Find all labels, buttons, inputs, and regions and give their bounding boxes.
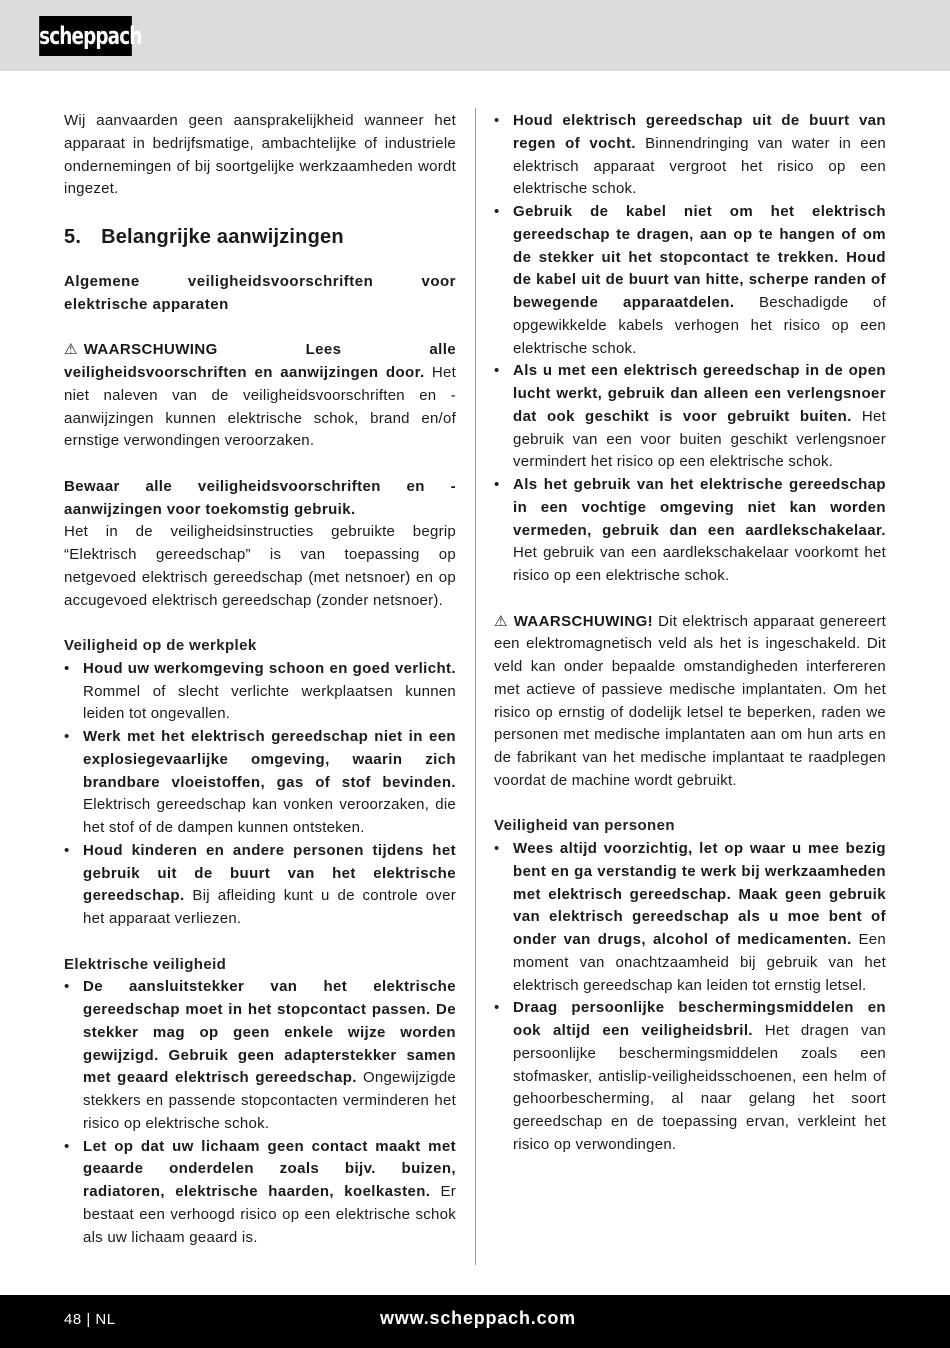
page-num: 48 [64, 1311, 82, 1328]
list-item [494, 360, 886, 474]
subsection-heading [64, 954, 456, 977]
paragraph [64, 521, 456, 612]
text: Bij afleiding kunt u de controle over het apparaat verliezen. [83, 887, 456, 927]
language-code: NL [95, 1311, 116, 1328]
list-item [64, 726, 456, 840]
list-item [64, 1136, 456, 1250]
left-column [64, 110, 456, 1249]
warning-triangle-icon: ⚠ [64, 341, 78, 359]
text: Veiligheid op de werkplek [64, 637, 257, 654]
list-item [494, 110, 886, 201]
paragraph [64, 339, 456, 453]
list-item [494, 838, 886, 997]
bold-text: Als u met een elektrisch gereedschap in de open lucht werkt, gebruik dan alleen een verlengsnoer dat ook geschikt is voor gebruikt buiten. [513, 362, 886, 425]
list-item [494, 201, 886, 360]
text: Het in de veiligheidsinstructies gebruikte begrip “Elektrisch gereedschap” is van toepassing op netgevoed elektrisch gereedschap (met netsnoer) en op accugevoed elektrisch gereedschap (zonder netsnoer). [64, 523, 456, 609]
text: Veiligheid van personen [494, 817, 675, 835]
text: Beschadigde of opgewikkelde kabels verhogen het risico op een elektrische schok. [513, 294, 887, 357]
scheppach-logo: scheppach [39, 16, 132, 56]
text: Ongewijzigde stekkers en passende stopcontacten verminderen het risico op elektrische schok. [83, 1069, 456, 1132]
right-column [494, 110, 886, 1157]
page-number: 48 | NL [64, 1311, 116, 1328]
bold-text: WAARSCHUWING Lees alle veiligheidsvoorschriften en aanwijzingen door. [64, 341, 456, 381]
text: Het gebruik van een aardlekschakelaar voorkomt het risico op een elektrische schok. [513, 544, 886, 584]
subsection-heading [494, 815, 886, 838]
paragraph [64, 476, 456, 522]
text: Algemene veiligheidsvoorschriften voor elektrische apparaten [64, 273, 456, 313]
list-item [494, 474, 886, 588]
bold-text: De aansluitstekker van het elektrische gereedschap moet in het stopcontact passen. De stekker mag op geen enkele wijze worden gewijzigd. Gebruik geen adapterstekker samen met geaard elektrisch gereedschap. [83, 978, 456, 1087]
section-heading [64, 225, 456, 249]
paragraph [494, 611, 886, 793]
subheading [64, 271, 456, 317]
text: Rommel of slecht verlichte werkplaatsen kunnen leiden tot ongevallen. [83, 682, 456, 723]
column-divider [475, 108, 476, 1265]
bold-text: Draag persoonlijke beschermingsmiddelen en ook altijd een veiligheidsbril. [513, 999, 886, 1039]
list-item [64, 658, 456, 726]
text: Het niet naleven van de veiligheidsvoorschriften en -aanwijzingen kunnen elektrische schok, brand en/of ernstige verwondingen veroorzaken. [64, 364, 456, 450]
page-header [0, 0, 950, 71]
text: Binnendringing van water in een elektrisch apparaat vergroot het risico op een elektrische schok. [513, 134, 887, 198]
subsection-heading [64, 635, 456, 658]
list-item [64, 840, 456, 931]
text: Het dragen van persoonlijke beschermingsmiddelen zoals een stofmasker, antislip-veiligheidsschoenen, een helm of gehoorbescherming, al naar gelang het soort gereedschap en de toepassing ervan, verkleint het risico op verwondingen. [513, 1022, 886, 1153]
website-url[interactable]: www.scheppach.com [380, 1308, 576, 1328]
bold-text: Gebruik de kabel niet om het elektrisch gereedschap te dragen, aan op te hangen of om de stekker uit het stopcontact te trekken. Houd de kabel uit de buurt van hitte, scherpe randen of bewegende apparaatdelen. [513, 203, 886, 311]
paragraph [64, 110, 456, 201]
text: Een moment van onachtzaamheid bij gebruik van het elektrisch gereedschap kan leiden tot ernstig letsel. [513, 931, 886, 994]
bold-text: Werk met het elektrisch gereedschap niet in een explosiegevaarlijke omgeving, waarin zich brandbare vloeistoffen, gas of stof bevinden. [83, 728, 456, 791]
bold-text: WAARSCHUWING! [513, 612, 654, 630]
bold-text: Houd kinderen en andere personen tijdens het gebruik uit de buurt van het elektrische gereedschap. [83, 841, 456, 905]
bold-text: Houd uw werkomgeving schoon en goed verlicht. [83, 659, 456, 677]
list-item [64, 976, 456, 1135]
text: Elektrisch gereedschap kan vonken veroorzaken, die het stof of de dampen kunnen ontsteken. [83, 796, 456, 836]
bold-text: Let op dat uw lichaam geen contact maakt met geaarde onderdelen zoals bijv. buizen, radiatoren, elektrische haarden, koelkasten. [83, 1137, 456, 1200]
list-item [494, 997, 886, 1156]
section-number: 5. [64, 226, 82, 248]
page-footer [0, 1295, 950, 1348]
section-title: Belangrijke aanwijzingen [101, 226, 344, 248]
bold-text: Als het gebruik van het elektrische gereedschap in een vochtige omgeving niet kan worden vermeden, gebruik dan een aardlekschakelaar. [513, 476, 886, 539]
text: Het gebruik van een voor buiten geschikt verlengsnoer vermindert het risico op een elektrische schok. [513, 407, 886, 471]
bold-text: Houd elektrisch gereedschap uit de buurt van regen of vocht. [513, 112, 886, 152]
bold-text: Bewaar alle veiligheidsvoorschriften en -aanwijzingen voor toekomstig gebruik. [64, 477, 456, 518]
text: Elektrische veiligheid [64, 955, 227, 973]
bold-text: Wees altijd voorzichtig, let op waar u mee bezig bent en ga verstandig te werk bij werkzaamheden met elektrisch gereedschap. Maak geen gebruik van elektrisch gereedschap als u moe bent of onder van drugs, alcohol of medicamenten. [513, 840, 886, 948]
warning-triangle-icon: ⚠ [494, 612, 508, 630]
text: Wij aanvaarden geen aansprakelijkheid wanneer het apparaat in bedrijfsmatige, ambachtelijke of industriele ondernemingen of bij soortgelijke werkzaamheden wordt ingezet. [64, 112, 456, 198]
text: Dit elektrisch apparaat genereert een elektromagnetisch veld als het is ingeschakeld. Dit veld kan onder bepaalde omstandigheden interfereren met actieve of passieve medische implantaten. Om het risico op ernstig of dodelijk letsel te beperken, raden we personen met medische implantaten aan om hun arts en de fabrikant van het medische implantaat te raadplegen voordat de machine wordt gebruikt. [494, 612, 886, 789]
text: Er bestaat een verhoogd risico op een elektrische schok als uw lichaam geaard is. [83, 1183, 457, 1246]
